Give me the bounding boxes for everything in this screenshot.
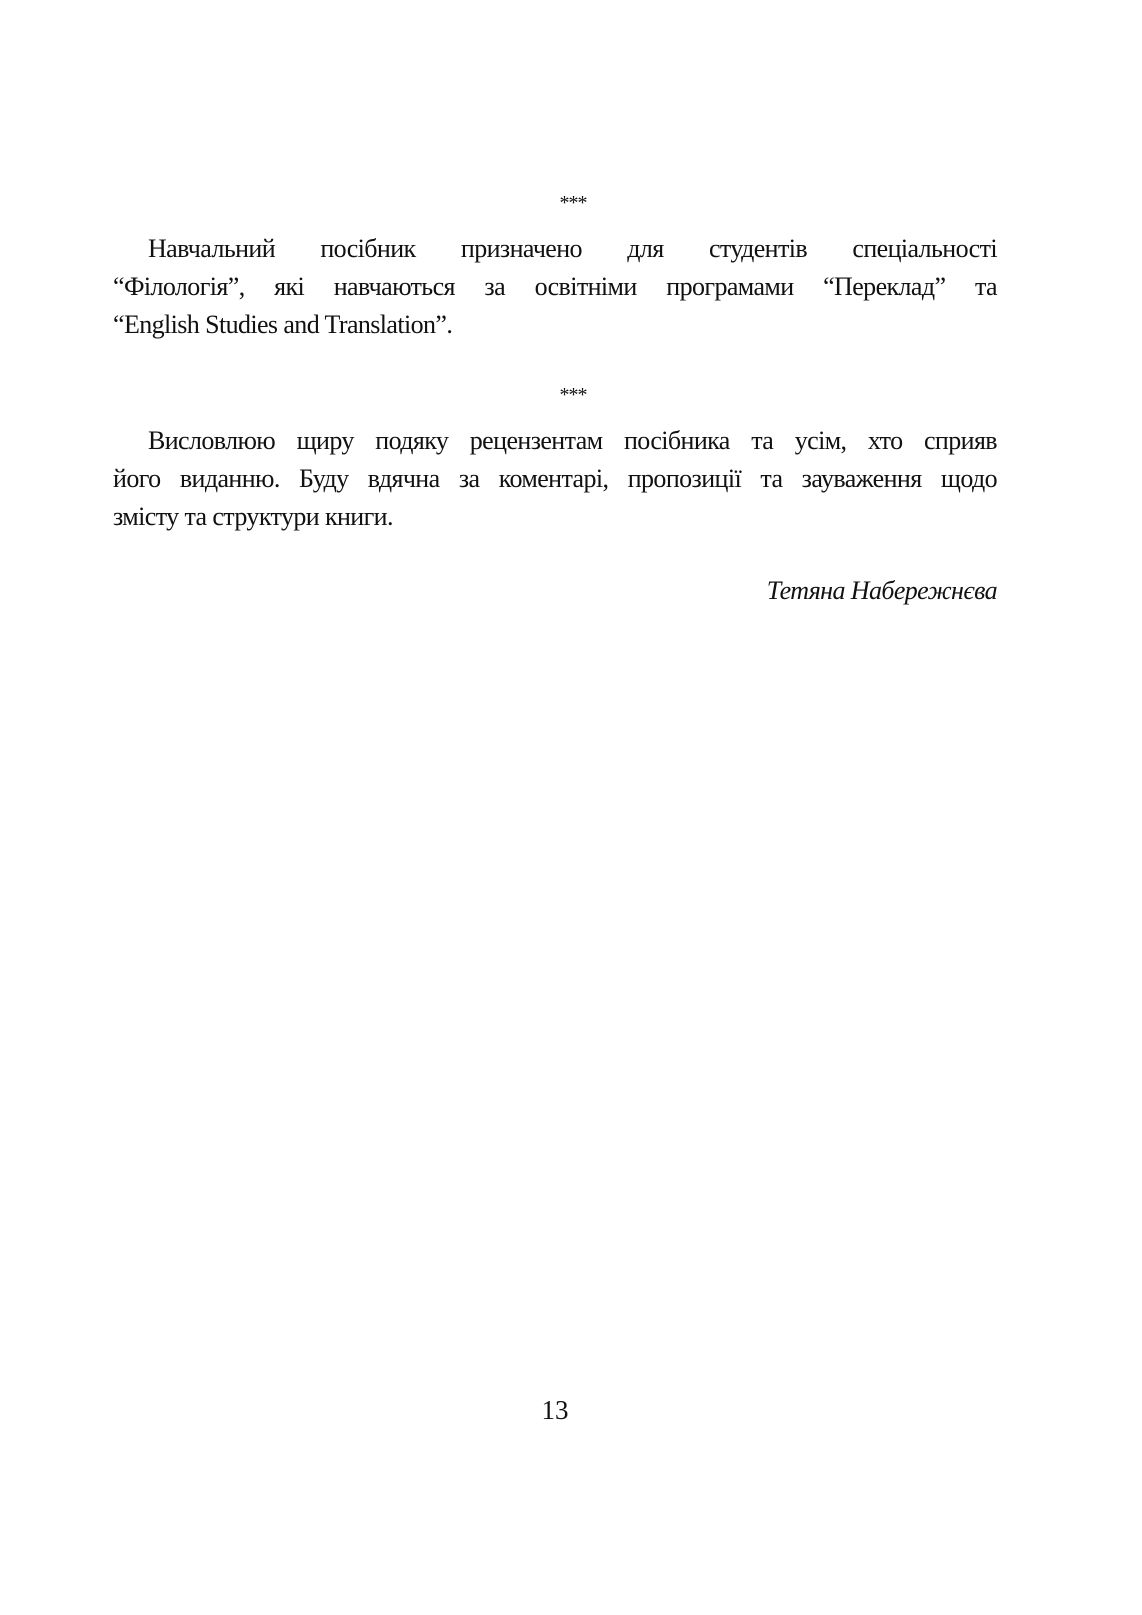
paragraph-line: змісту та структури книги. xyxy=(113,502,393,531)
page-number: 13 xyxy=(541,1395,569,1425)
paragraph-line: його виданню. Буду вдячна за коментарі, пропозиції та зауваження щодо xyxy=(113,464,997,493)
author-signature: Тетяна Набережнєва xyxy=(766,576,997,605)
separator-1: *** xyxy=(559,192,587,214)
separator-2: *** xyxy=(559,384,587,406)
paragraph-line: Навчальний посібник призначено для студентів спеціальності xyxy=(148,234,997,263)
paragraph-line: “Філологія”, які навчаються за освітніми програмами “Переклад” та xyxy=(113,272,997,301)
paragraph-line: Висловлюю щиру подяку рецензентам посібника та усім, хто сприяв xyxy=(148,426,997,455)
paragraph-line: “English Studies and Translation”. xyxy=(113,310,453,339)
